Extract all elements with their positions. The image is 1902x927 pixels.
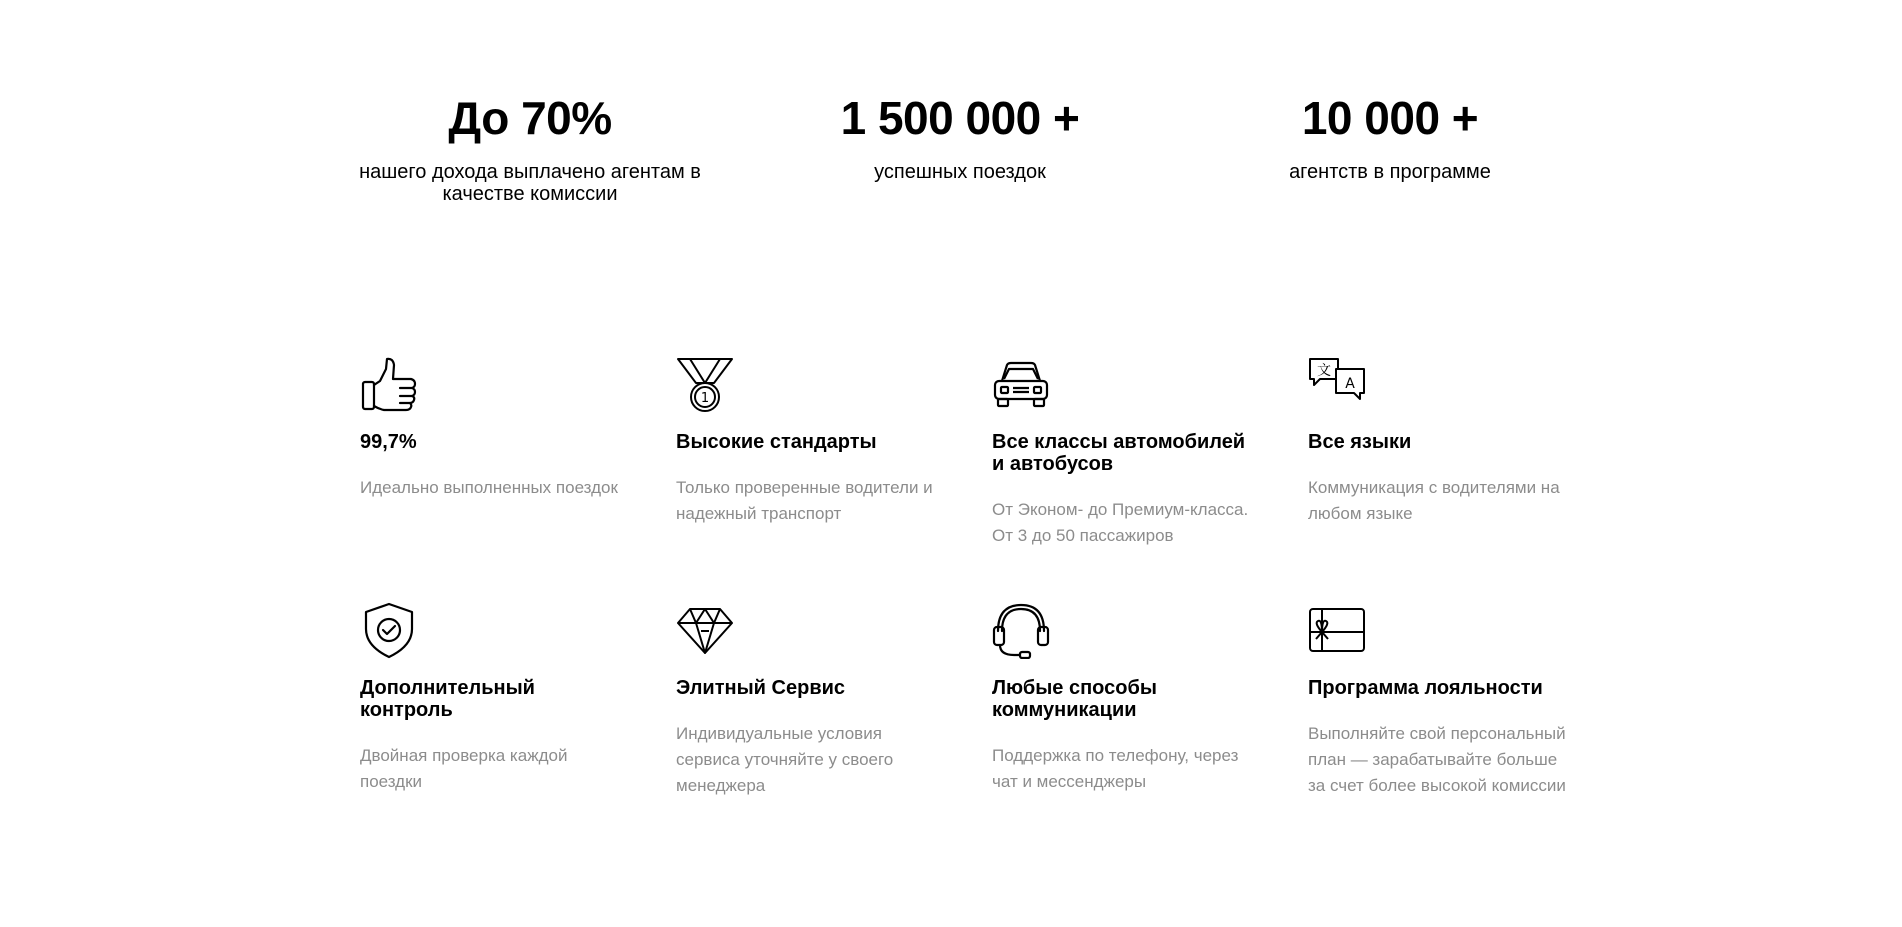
svg-text:文: 文 [1317,363,1331,379]
car-icon [992,355,1050,413]
stat-commission [350,90,710,205]
stat-trips [780,90,1140,183]
thumbs-up-icon [360,355,418,413]
stat-caption: агентств в программе [1289,161,1491,183]
feature-title: 99,7% [360,431,417,453]
gift-card-icon [1308,601,1366,659]
stat-value: 1 500 000 + [840,92,1080,144]
feature-desc: От Эконом- до Премиум-класса. От 3 до 50 пассажиров [992,500,1249,545]
shield-check-icon [360,601,418,659]
feature-title: Все классы автомобилей и автобусов [992,431,1246,475]
stat-agencies [1210,90,1570,183]
feature-title: Дополнительный контроль [360,677,535,721]
feature-title: Высокие стандарты [676,431,877,453]
feature-desc: Идеально выполненных поездок [360,478,618,497]
feature-title: Программа лояльности [1308,677,1543,699]
feature-desc: Индивидуальные условия сервиса уточняйте у своего менеджера [676,724,894,795]
diamond-icon [676,601,734,659]
stat-caption: нашего дохода выплачено агентам в качестве комиссии [359,161,701,205]
stat-value: 10 000 + [1301,92,1479,144]
feature-desc: Двойная проверка каждой поездки [360,746,568,791]
svg-text:1: 1 [700,391,710,406]
headset-icon [992,601,1050,659]
translate-icon [1308,355,1366,413]
feature-desc: Только проверенные водители и надежный транспорт [676,478,933,523]
feature-desc: Поддержка по телефону, через чат и мессенджеры [992,746,1239,791]
stat-value: До 70% [448,92,612,144]
medal-icon [676,355,734,413]
feature-title: Любые способы коммуникации [992,677,1157,721]
stat-caption: успешных поездок [874,161,1046,183]
feature-desc: Выполняйте свой персональный план — зарабатывайте больше за счет более высокой комиссии [1308,724,1566,795]
svg-text:A: A [1345,376,1355,392]
stats-row [0,90,1902,230]
feature-title: Элитный Сервис [676,677,846,699]
feature-title: Все языки [1308,431,1412,453]
feature-desc: Коммуникация с водителями на любом языке [1308,478,1560,523]
